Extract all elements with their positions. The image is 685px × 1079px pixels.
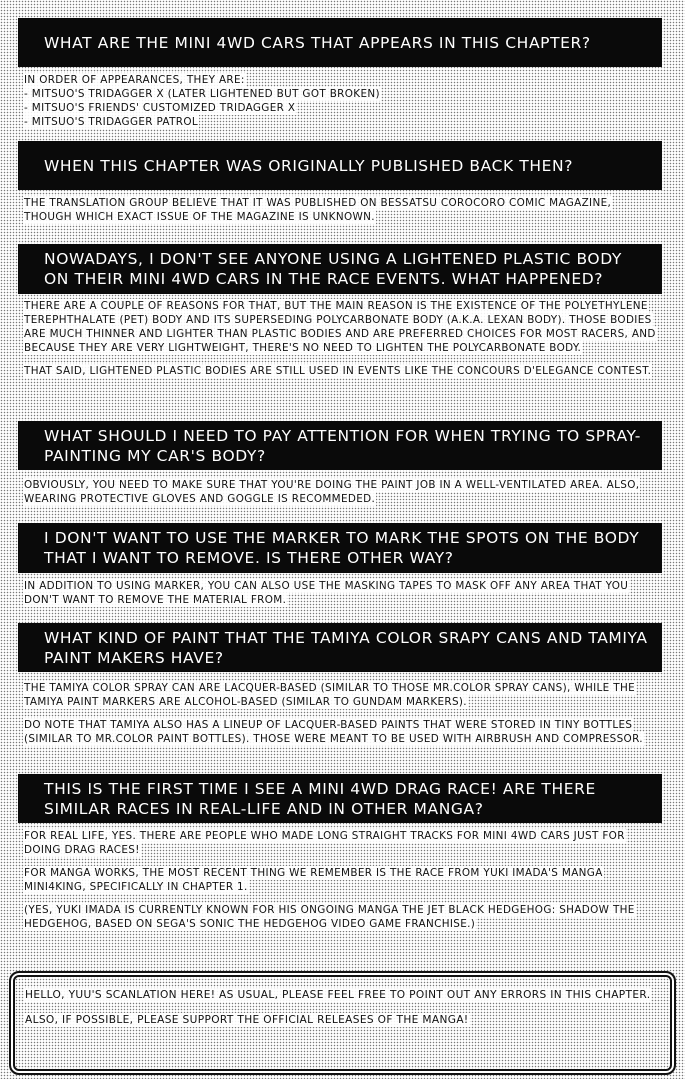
answer-paragraph (24, 866, 658, 894)
qa-section-4 (18, 421, 662, 506)
question-banner (18, 774, 662, 823)
answer-paragraph (24, 73, 658, 129)
answer-line: DO NOTE THAT TAMIYA ALSO HAS A LINEUP OF LACQUER-BASED PAINTS THAT WERE STORED IN TINY BOTTLES (SIMILAR TO MR.COLOR PAINT BOTTLES). THOSE WERE MEANT TO BE USED WITH AIRBRUSH AND COMPRESSOR. (24, 719, 643, 745)
answer-paragraph (24, 579, 658, 607)
question-banner (18, 623, 662, 672)
answer-text (18, 478, 662, 506)
answer-paragraph (24, 364, 658, 378)
answer-paragraph (24, 829, 658, 857)
question-text: WHAT ARE THE MINI 4WD CARS THAT APPEARS IN THIS CHAPTER? (44, 33, 591, 52)
qa-section-7 (18, 774, 662, 931)
answer-paragraph (24, 478, 658, 506)
answer-line: THE TAMIYA COLOR SPRAY CAN ARE LACQUER-BASED (SIMILAR TO THOSE MR.COLOR SPRAY CANS), WHILE THE TAMIYA PAINT MARKERS ARE ALCOHOL-BASED (SIMILAR TO GUNDAM MARKERS). (24, 682, 636, 708)
question-text: WHEN THIS CHAPTER WAS ORIGINALLY PUBLISHED BACK THEN? (44, 156, 574, 175)
answer-text (18, 73, 662, 129)
note-paragraph (25, 988, 654, 1002)
answer-line: FOR MANGA WORKS, THE MOST RECENT THING WE REMEMBER IS THE RACE FROM YUKI IMADA'S MANGA MINI4KING, SPECIFICALLY IN CHAPTER 1. (24, 867, 603, 893)
answer-line: THERE ARE A COUPLE OF REASONS FOR THAT, BUT THE MAIN REASON IS THE EXISTENCE OF THE POLYETHYLENE TEREPHTHALATE (PET) BODY AND ITS SUPERSEDING POLYCARBONATE BODY (A.K.A. LEXAN BODY). THOSE BODIES ARE MUCH THINNER AND LIGHTER THAN PLASTIC BODIES AND ARE PREFERRED CHOICES FOR MOST RACERS, AND BECAUSE THEY ARE VERY LIGHTWEIGHT, THERE'S NO NEED TO LIGHTEN THE POLYCARBONATE BODY. (24, 300, 656, 354)
answer-paragraph (24, 718, 658, 746)
note-paragraph (25, 1013, 654, 1027)
question-banner (18, 421, 662, 470)
answer-line: IN ADDITION TO USING MARKER, YOU CAN ALSO USE THE MASKING TAPES TO MASK OFF ANY AREA THAT YOU DON'T WANT TO REMOVE THE MATERIAL FROM. (24, 580, 629, 606)
question-banner (18, 244, 662, 294)
answer-text (18, 196, 662, 224)
answer-text (18, 579, 662, 607)
answer-line: FOR REAL LIFE, YES. THERE ARE PEOPLE WHO MADE LONG STRAIGHT TRACKS FOR MINI 4WD CARS JUST FOR DOING DRAG RACES! (24, 830, 625, 856)
answer-line: (YES, YUKI IMADA IS CURRENTLY KNOWN FOR HIS ONGOING MANGA THE JET BLACK HEDGEHOG: SHADOW THE HEDGEHOG, BASED ON SEGA'S SONIC THE HEDGEHOG VIDEO GAME FRANCHISE.) (24, 904, 635, 930)
question-text: I DON'T WANT TO USE THE MARKER TO MARK THE SPOTS ON THE BODY THAT I WANT TO REMOVE. IS THERE OTHER WAY? (44, 529, 640, 567)
question-banner (18, 523, 662, 573)
qa-section-1 (18, 18, 662, 129)
question-text: NOWADAYS, I DON'T SEE ANYONE USING A LIGHTENED PLASTIC BODY ON THEIR MINI 4WD CARS IN THE RACE EVENTS. WHAT HAPPENED? (44, 250, 622, 288)
scanlation-note-box (9, 971, 676, 1075)
qa-section-6 (18, 623, 662, 746)
answer-paragraph (24, 196, 658, 224)
question-text: THIS IS THE FIRST TIME I SEE A MINI 4WD DRAG RACE! ARE THERE SIMILAR RACES IN REAL-LIFE AND IN OTHER MANGA? (44, 779, 596, 818)
question-text: WHAT SHOULD I NEED TO PAY ATTENTION FOR WHEN TRYING TO SPRAY-PAINTING MY CAR'S BODY? (44, 426, 641, 465)
answer-line: THAT SAID, LIGHTENED PLASTIC BODIES ARE STILL USED IN EVENTS LIKE THE CONCOURS D'ELEGANCE CONTEST. (24, 365, 652, 377)
note-line: ALSO, IF POSSIBLE, PLEASE SUPPORT THE OFFICIAL RELEASES OF THE MANGA! (25, 1014, 469, 1026)
answer-paragraph (24, 299, 658, 355)
answer-paragraph (24, 903, 658, 931)
answer-line: IN ORDER OF APPEARANCES, THEY ARE: - MITSUO'S TRIDAGGER X (LATER LIGHTENED BUT GOT BROKEN) - MITSUO'S FRIENDS' CUSTOMIZED TRIDAGGER X - MITSUO'S TRIDAGGER PATROL (24, 74, 380, 128)
answer-line: OBVIOUSLY, YOU NEED TO MAKE SURE THAT YOU'RE DOING THE PAINT JOB IN A WELL-VENTILATED AREA. ALSO, WEARING PROTECTIVE GLOVES AND GOGGLE IS RECOMMEDED. (24, 479, 640, 505)
qa-section-2 (18, 141, 662, 224)
qa-section-5 (18, 523, 662, 607)
qa-section-3 (18, 244, 662, 378)
answer-paragraph (24, 681, 658, 709)
answer-text (18, 299, 662, 378)
answer-text (18, 681, 662, 746)
answer-text (18, 829, 662, 931)
answer-line: THE TRANSLATION GROUP BELIEVE THAT IT WAS PUBLISHED ON BESSATSU COROCORO COMIC MAGAZINE, THOUGH WHICH EXACT ISSUE OF THE MAGAZINE IS UNKNOWN. (24, 197, 612, 223)
question-banner (18, 141, 662, 190)
note-line: HELLO, YUU'S SCANLATION HERE! AS USUAL, PLEASE FEEL FREE TO POINT OUT ANY ERRORS IN THIS CHAPTER. (25, 989, 651, 1001)
question-banner (18, 18, 662, 67)
question-text: WHAT KIND OF PAINT THAT THE TAMIYA COLOR SRAPY CANS AND TAMIYA PAINT MAKERS HAVE? (44, 628, 648, 667)
